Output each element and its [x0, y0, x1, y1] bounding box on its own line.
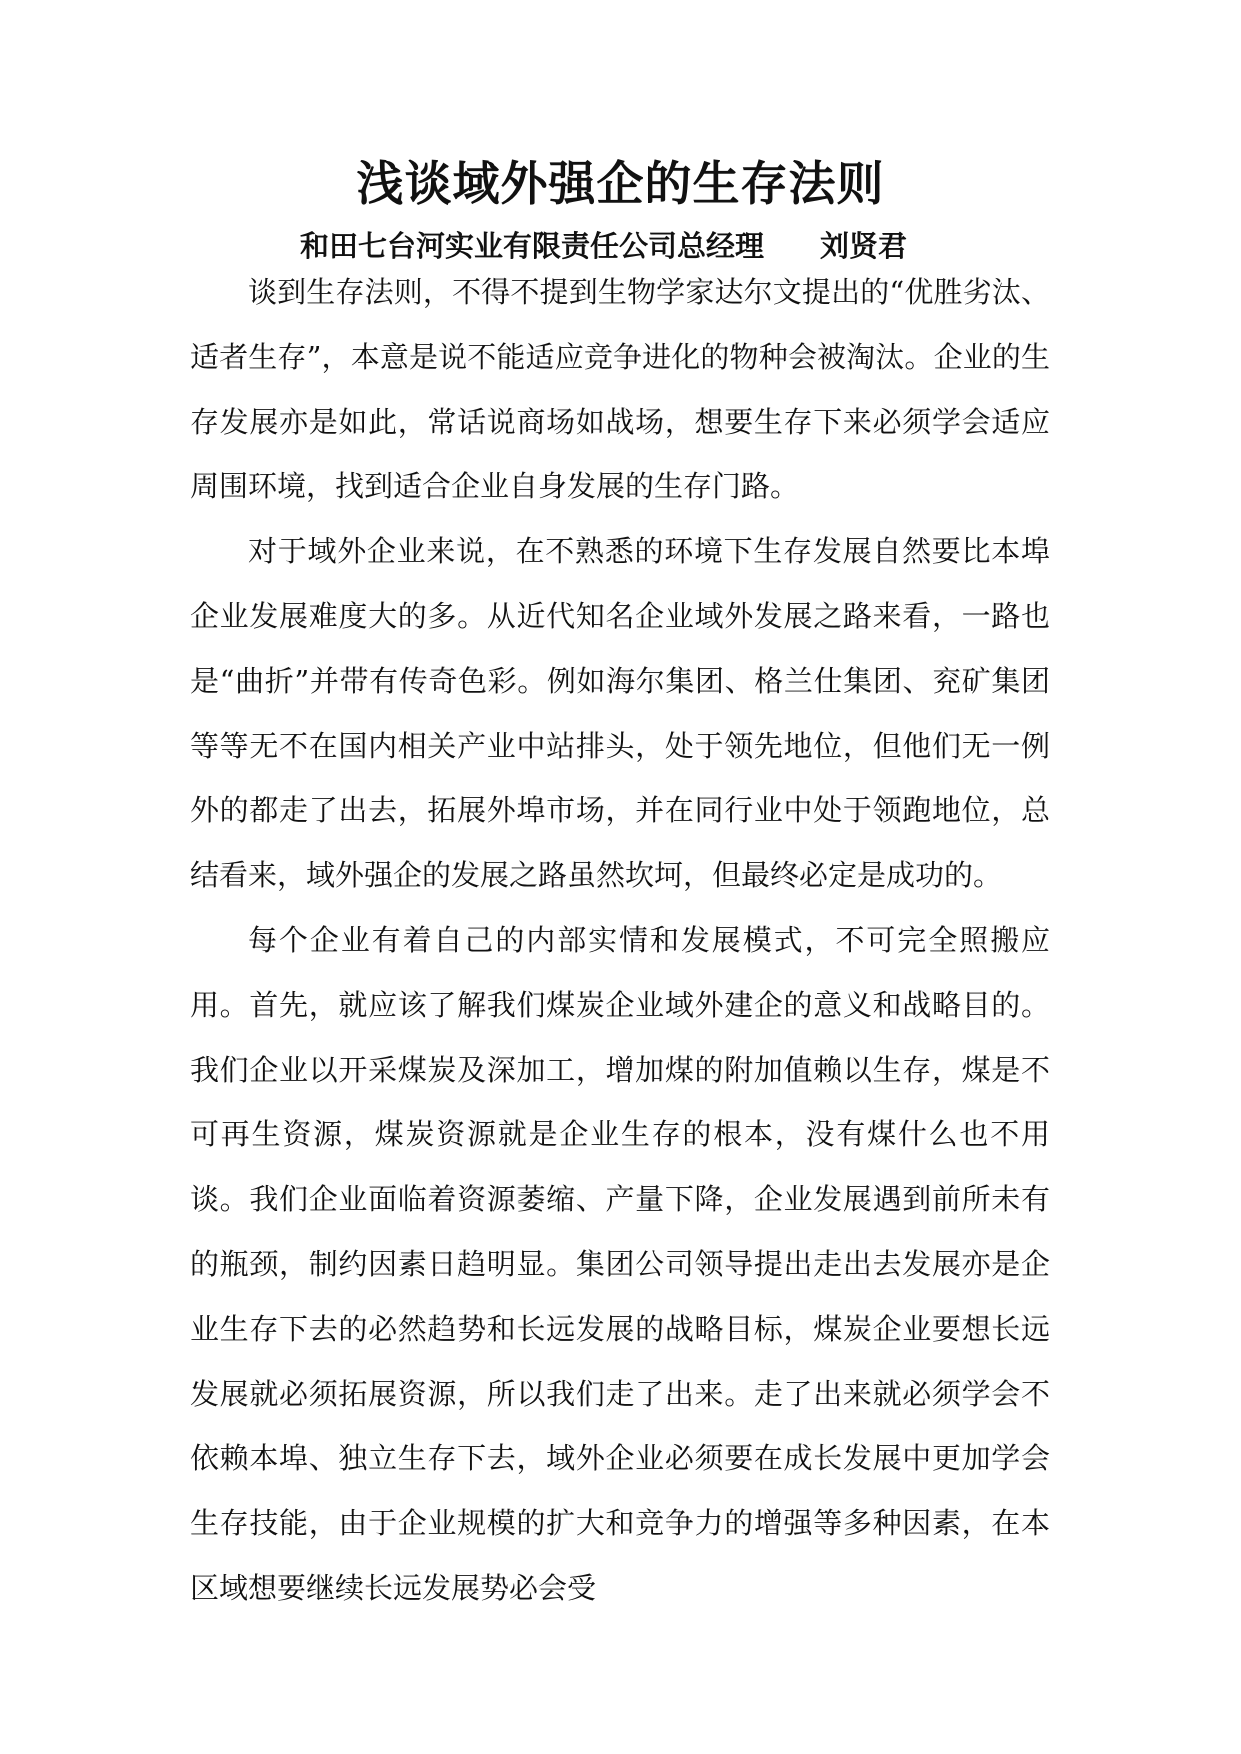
document-title: 浅谈域外强企的生存法则 — [356, 157, 885, 212]
paragraph-3: 每个企业有着自己的内部实情和发展模式，不可完全照搬应用。首先，就应该了解我们煤炭企业域外建企的意义和战略目的。我们企业以开采煤炭及深加工，增加煤的附加值赖以生存，煤是不可再生资源，煤炭资源就是企业生存的根本，没有煤什么也不用谈。我们企业面临着资源萎缩、产量下降，企业发展遇到前所未有的瓶颈，制约因素日趋明显。集团公司领导提出走出去发展亦是企业生存下去的必然趋势和长远发展的战略目标，煤炭企业要想长远发展就必须拓展资源，所以我们走了出来。走了出来就必须学会不依赖本埠、独立生存下去，域外企业必须要在成长发展中更加学会生存技能，由于企业规模的扩大和竞争力的增强等多种因素，在本区域想要继续长远发展势必会受 — [190, 922, 1050, 1605]
paragraph-2: 对于域外企业来说，在不熟悉的环境下生存发展自然要比本埠企业发展难度大的多。从近代知名企业域外发展之路来看，一路也是“曲折”并带有传奇色彩。例如海尔集团、格兰仕集团、兖矿集团等等无不在国内相关产业中站排头，处于领先地位，但他们无一例外的都走了出去，拓展外埠市场，并在同行业中处于领跑地位，总结看来，域外强企的发展之路虽然坎坷，但最终必定是成功的。 — [190, 534, 1050, 893]
paragraph-1: 谈到生存法则，不得不提到生物学家达尔文提出的“优胜劣汰、适者生存”，本意是说不能适应竞争进化的物种会被淘汰。企业的生存发展亦是如此，常话说商场如战场，想要生存下来必须学会适应周围环境，找到适合企业自身发展的生存门路。 — [190, 275, 1050, 504]
author-name: 刘贤君 — [820, 229, 908, 263]
author-position: 和田七台河实业有限责任公司总经理 — [300, 229, 765, 263]
document-body — [190, 260, 1050, 1621]
